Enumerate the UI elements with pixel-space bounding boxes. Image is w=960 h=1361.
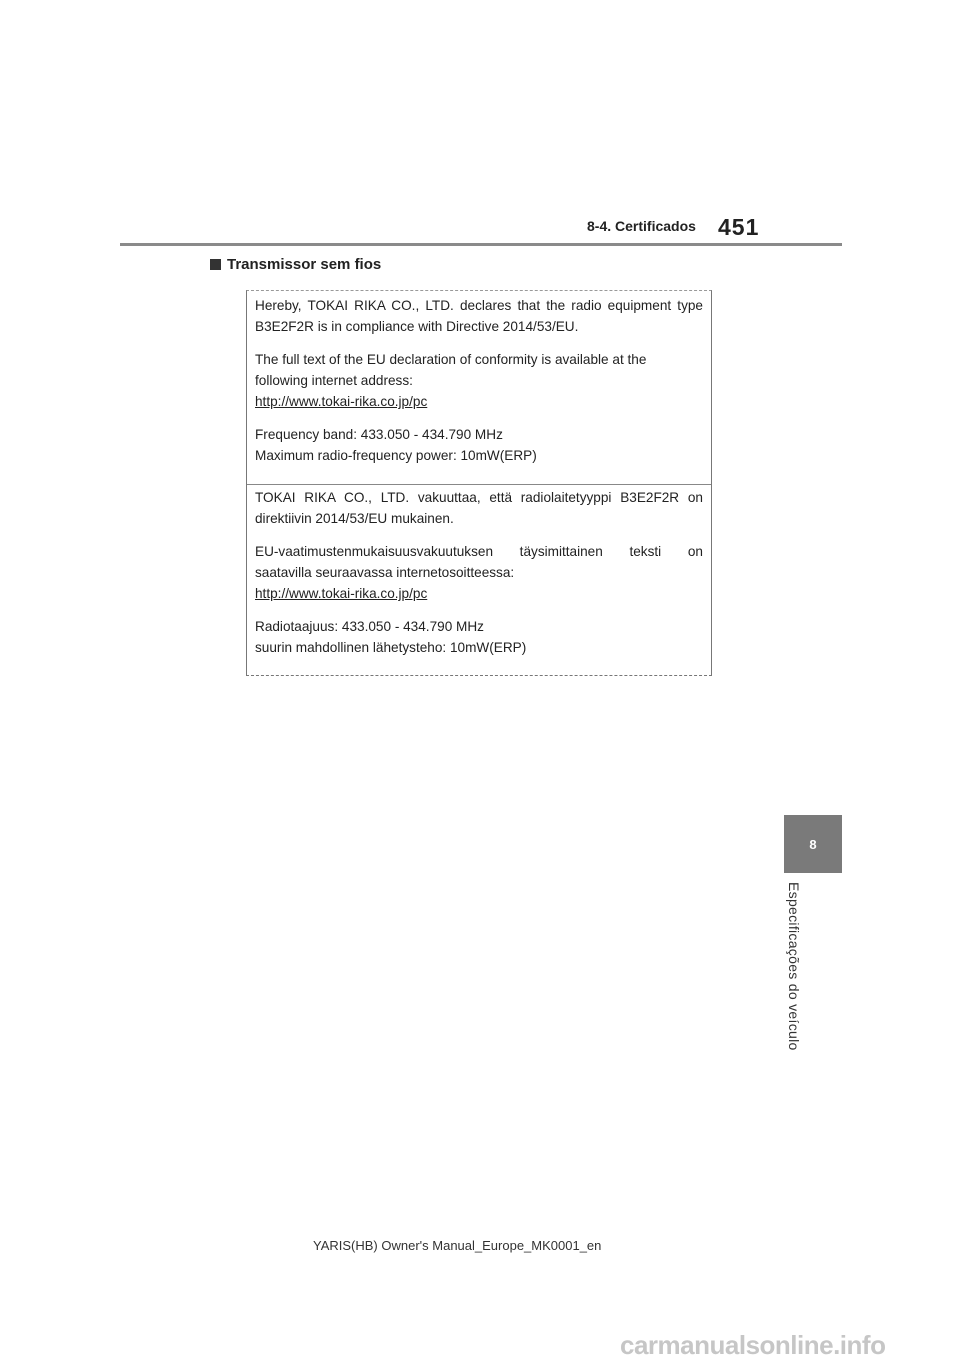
declaration-line-1-fi: TOKAI RIKA CO., LTD. vakuuttaa, että radiolaitetyyppi B3E2F2R on (255, 490, 703, 505)
declaration-url-fi[interactable]: http://www.tokai-rika.co.jp/pc (255, 586, 428, 601)
max-power: Maximum radio-frequency power: 10mW(ERP) (255, 448, 537, 463)
full-text-line-2-fi: saatavilla seuraavassa internetosoitteessa: (255, 565, 515, 580)
frequency-band: Frequency band: 433.050 - 434.790 MHz (255, 427, 503, 442)
footer-text: YARIS(HB) Owner's Manual_Europe_MK0001_en (313, 1238, 602, 1253)
certificate-box (246, 290, 712, 676)
declaration-line-2-fi: direktiivin 2014/53/EU mukainen. (255, 511, 454, 526)
declaration-line-1: Hereby, TOKAI RIKA CO., LTD. declares that the radio equipment type (255, 298, 703, 313)
full-text-line-1: The full text of the EU declaration of conformity is available at the (255, 352, 647, 367)
declaration-url[interactable]: http://www.tokai-rika.co.jp/pc (255, 394, 428, 409)
max-power-fi: suurin mahdollinen lähetysteho: 10mW(ERP) (255, 640, 527, 655)
section-heading-text: Transmissor sem fios (227, 256, 382, 273)
full-text-line-2: following internet address: (255, 373, 413, 388)
section-heading (210, 256, 381, 273)
page-number: 451 (718, 214, 760, 240)
chapter-side-label: Especificações do veículo (786, 882, 802, 1051)
square-bullet-icon (210, 259, 221, 270)
header-section-title: 8-4. Certificados (587, 218, 696, 234)
full-text-line-1-fi: EU-vaatimustenmukaisuusvakuutuksen täysimittainen teksti on (255, 544, 703, 559)
header-rule (120, 243, 842, 246)
chapter-tab: 8 (784, 815, 842, 873)
certificate-english (255, 295, 703, 466)
frequency-band-fi: Radiotaajuus: 433.050 - 434.790 MHz (255, 619, 484, 634)
certificate-divider (247, 484, 711, 485)
certificate-finnish (255, 487, 703, 658)
declaration-line-2: B3E2F2R is in compliance with Directive 2014/53/EU. (255, 319, 579, 334)
watermark-text: carmanualsonline.info (620, 1330, 886, 1360)
